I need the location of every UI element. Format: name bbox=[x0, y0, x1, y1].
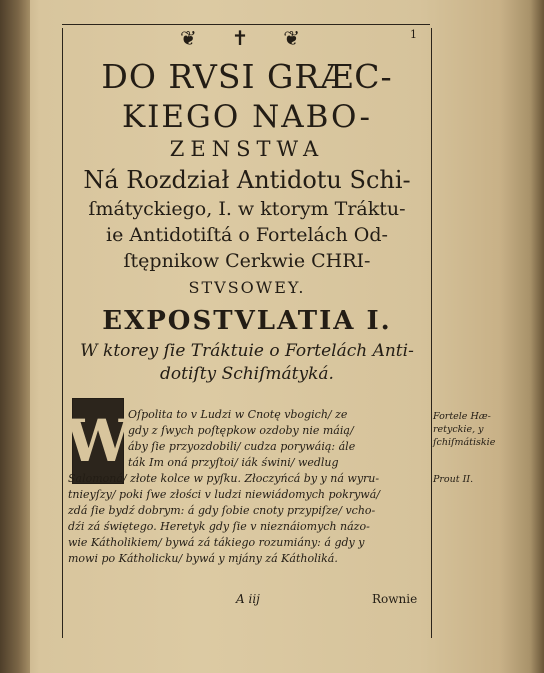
title-line-7: ſtępnikow Cerkwie CHRI- bbox=[123, 250, 371, 272]
section-subtitle-1: W ktorey ſie Tráktuie o Fortelách Anti- bbox=[80, 341, 414, 361]
frame-top-rule bbox=[62, 24, 430, 25]
signature-mark: A iij bbox=[236, 592, 260, 606]
title-line-3: ZENSTWA bbox=[169, 137, 325, 161]
body-line: mowi po Kátholicku/ bywá y mjány zá Kátholiká. bbox=[68, 552, 338, 565]
margin-note-line: Fortele Hæ- bbox=[433, 411, 491, 422]
body-line: ták Im oná przyſtoi/ iák świni/ wedlug bbox=[128, 456, 339, 469]
body-line: dźi zá świętego. Heretyk gdy ſie v nieznáiomych názo- bbox=[68, 520, 370, 533]
body-line: áby ſie przyozdobili/ cudza porywáią: ále bbox=[128, 440, 356, 453]
page-number: 1 bbox=[410, 28, 417, 41]
margin-note-line: ſchiſmátiskie bbox=[433, 437, 496, 448]
title-line-6: ie Antidotiſtá o Fortelách Od- bbox=[106, 224, 388, 246]
body-line: zdá ſie bydź dobrym: á gdy ſobie cnoty przypiſze/ vcho- bbox=[68, 504, 376, 517]
catchword: Rownie bbox=[372, 592, 418, 606]
initial-letter: W bbox=[65, 407, 131, 475]
body-line: tnieyſzy/ poki ſwe złości v ludzi niewiádomych pokrywá/ bbox=[68, 488, 380, 501]
margin-note-1 bbox=[433, 410, 533, 449]
section-heading: EXPOSTVLATIA I. bbox=[102, 306, 392, 336]
fleuron-icon: ❦ bbox=[180, 26, 197, 50]
title-line-5: ſmátyckiego, I. w ktorym Tráktu- bbox=[88, 198, 406, 220]
title-line-4: Ná Rozdział Antidotu Schi- bbox=[83, 166, 411, 194]
title-line-1: DO RVSI GRÆC- bbox=[101, 57, 393, 96]
title-line-8: STVSOWEY. bbox=[188, 278, 306, 297]
title-line-2: KIEGO NABO- bbox=[122, 99, 372, 135]
body-line: Salomoná/ złote kolce w pyſku. Złoczyńcá by y ná wyru- bbox=[68, 472, 380, 485]
margin-note-2: Prout II. bbox=[433, 474, 474, 485]
fleuron-icon: ❦ bbox=[283, 26, 300, 50]
body-line: wie Kátholikiem/ bywá zá tákiego rozumiány: á gdy y bbox=[68, 536, 365, 549]
head-ornaments bbox=[180, 26, 300, 50]
body-line: Oſpolita to v Ludzi w Cnotę vbogich/ ze bbox=[128, 408, 348, 421]
margin-note-line: retyckie, y bbox=[433, 424, 484, 435]
section-subtitle-2: dotiſty Schiſmátyká. bbox=[160, 364, 334, 384]
cross-icon: ✝ bbox=[231, 26, 249, 50]
left-page-edge bbox=[0, 0, 30, 673]
body-line: gdy z ſwych poſtępkow ozdoby nie máią/ bbox=[128, 424, 354, 437]
